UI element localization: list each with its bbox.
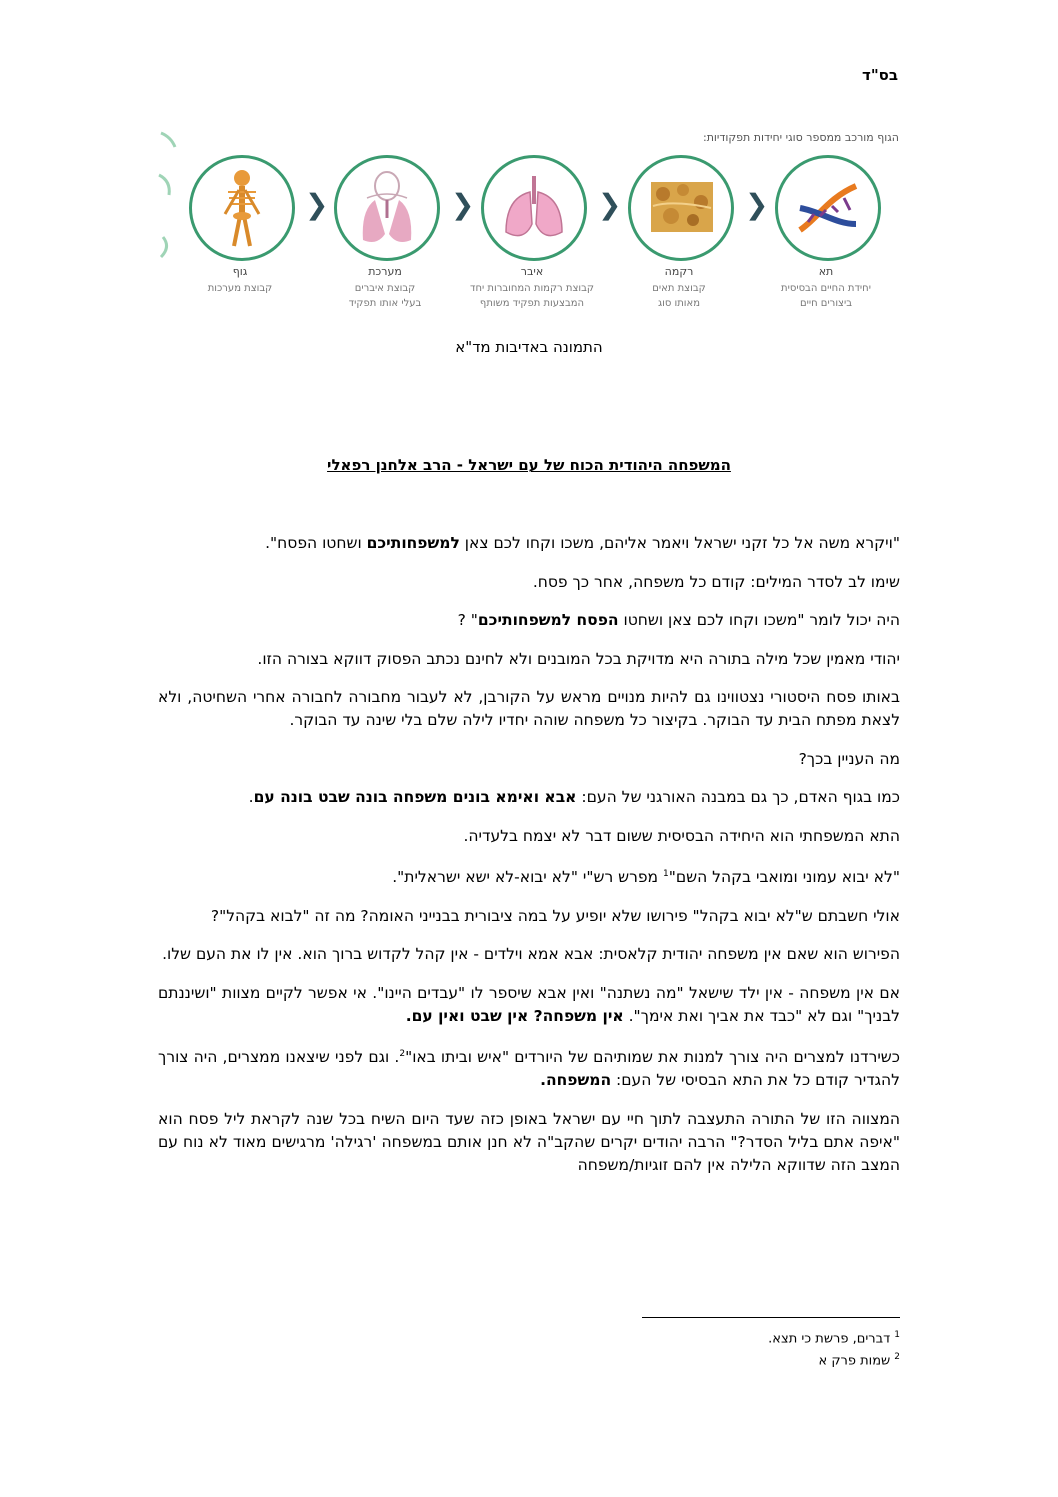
- article-title: המשפחה היהודית הכוח של עם ישראל - הרב אלחנן רפאלי: [327, 456, 731, 474]
- paragraph-11: הפירוש הוא שאם אין משפחה יהודית קלאסית: אבא אמא וילדים - אין קהל לקדוש ברוך הוא. אין לו את העם שלו.: [162, 945, 900, 964]
- paragraph-6: מה העניין בכך?: [798, 749, 900, 768]
- paragraph-13: כשירדנו למצרים היה צורך למנות את שמותיהם של היורדים "איש וביתו באו"$^2$. וגם לפני שיצאנו ממצרים, היה צורך להגדיר קודם כל את התא הבסיסי של העם: המשפחה.: [158, 1048, 900, 1090]
- stage-body-desc: [175, 281, 305, 296]
- stage-cell-circle: [775, 155, 881, 261]
- paragraph-1: "ויקרא משה אל כל זקני ישראל ויאמר אליהם, משכו וקחו לכם צאן למשפחותיכם ושחטו הפסח".: [265, 534, 900, 552]
- paragraph-10: אולי חשבתם ש"לא יבוא בקהל" פירושו שלא יופיע על במה ציבורית בבנייני האומה? מה זה "לבוא בקהל"?: [210, 906, 900, 925]
- chevron-left-icon: ❮: [745, 188, 769, 221]
- stage-organ-title: איבר: [520, 265, 544, 278]
- stage-cell-line2: ביצורים חיים: [799, 298, 852, 309]
- stage-tissue-desc: [614, 281, 744, 311]
- stage-organ: [467, 155, 597, 335]
- chevron-left-icon: ❮: [598, 188, 622, 221]
- paragraph-5: באותו פסח היסטורי נצטווינו גם להיות מנויים מראש על הקורבן, לא לעבור מחבורה לחבורה אחרי השחיטה, ולא לצאת מפתח הבית עד הבוקר. בקיצור כל משפחה שוהה יחדיו לילה שלם בלי שינה עד הבוקר.: [158, 688, 900, 729]
- stage-system-line2: בעלי אותו תפקיד: [348, 298, 422, 309]
- infographic-caption: הגוף מורכב ממספר סוגי יחידות תפקודיות:: [702, 131, 899, 144]
- chevron-left-icon: ❮: [305, 188, 329, 221]
- stage-tissue-line1: קבוצת תאים: [652, 283, 706, 294]
- stage-body-title: גוף: [232, 265, 248, 278]
- stage-system-circle: [334, 155, 440, 261]
- stage-tissue-circle: [628, 155, 734, 261]
- stage-organ-line2: המבצעות תפקיד משותף: [479, 298, 585, 309]
- stage-organ-line1: קבוצת רקמות המחוברות יחד: [469, 283, 594, 294]
- skeleton-icon: [192, 158, 292, 258]
- footnote-ref-1[interactable]: 1: [663, 869, 669, 879]
- article-body: [158, 532, 900, 1192]
- footnote-divider: [642, 1317, 900, 1318]
- stage-system: [320, 155, 450, 335]
- body-structure-infographic: [155, 125, 903, 335]
- stage-organ-circle: [481, 155, 587, 261]
- paragraph-2: שימו לב לסדר המילים: קודם כל משפחה, אחר כך פסח.: [532, 572, 900, 591]
- bsd-header: בס"ד: [862, 66, 898, 84]
- stage-system-line1: קבוצת איברים: [354, 283, 416, 294]
- footnote-ref-2[interactable]: 2: [399, 1049, 406, 1060]
- stage-cell-line1: יחידת החיים הבסיסית: [781, 283, 871, 294]
- stage-system-title: מערכת: [368, 265, 402, 278]
- stage-body-line1: קבוצת מערכות: [207, 283, 273, 294]
- footnote-2: $^2$שמות פרק א: [818, 1352, 900, 1369]
- paragraph-4: יהודי מאמין שכל מילה בתורה היא מדויקת בכל המובנים ולא לחינם נכתב הפסוק דווקא בצורה הזו.: [257, 649, 900, 668]
- footnote-1: $^1$דברים, פרשת כי תצא.: [768, 1330, 900, 1347]
- paragraph-7: כמו בגוף האדם, כך גם במבנה האורגני של העם: אבא ואימא בונים משפחה בונה שבט בונה עם.: [248, 788, 900, 806]
- paragraph-8: התא המשפחתי הוא היחידה הבסיסית ששום דבר לא יצמח בלעדיה.: [463, 826, 900, 845]
- respiratory-system-icon: [337, 158, 437, 258]
- stage-cell-desc: [761, 281, 891, 311]
- stage-tissue: [614, 155, 744, 335]
- dna-icon: [778, 158, 878, 258]
- paragraph-9: "לא יבוא עמוני ומואבי בקהל השם"$^1$ מפרש רש"י "לא יבוא-לא ישא ישראלית".: [392, 868, 900, 887]
- paragraph-3: היה יכול לומר "משכו וקחו לכם צאן ושחטו הפסח למשפחותיכם" ?: [457, 611, 900, 629]
- footnotes: [500, 1326, 900, 1371]
- lungs-icon: [484, 158, 584, 258]
- chevron-left-icon: ❮: [451, 188, 475, 221]
- tissue-icon: [631, 158, 731, 258]
- image-credit: התמונה באדיבות מד"א: [455, 338, 603, 356]
- paragraph-14: המצווה הזו של התורה התעצבה לתוך חיי עם ישראל באופן כזה שעד היום השיח בכל שנה לקראת ליל פסח הוא "איפה אתם בליל הסדר?" הרבה יהודים יקרים שהקב"ה לא חנן אותם במשפחה 'רגילה' מרגישים מאוד לא נוח עם המצב הזה שדווקא הלילה אין להם זוגיות/משפחה: [158, 1109, 900, 1174]
- stage-cell-title: תא: [818, 265, 834, 278]
- stage-organ-desc: [467, 281, 597, 311]
- stage-body-circle: [189, 155, 295, 261]
- stage-body: [175, 155, 305, 335]
- stage-tissue-line2: מאותו סוג: [657, 298, 700, 309]
- stage-cell: [761, 155, 891, 335]
- paragraph-12: אם אין משפחה - אין ילד שישאל "מה נשתנה" ואין אבא שיספר לו "עבדים היינו". אי אפשר לקיים מצוות "ושיננתם לבניך" וגם לא "כבד את אביך ואת אימך". אין משפחה? אין שבט ואין עם.: [158, 983, 900, 1025]
- stage-tissue-title: רקמה: [664, 265, 694, 278]
- stage-system-desc: [320, 281, 450, 311]
